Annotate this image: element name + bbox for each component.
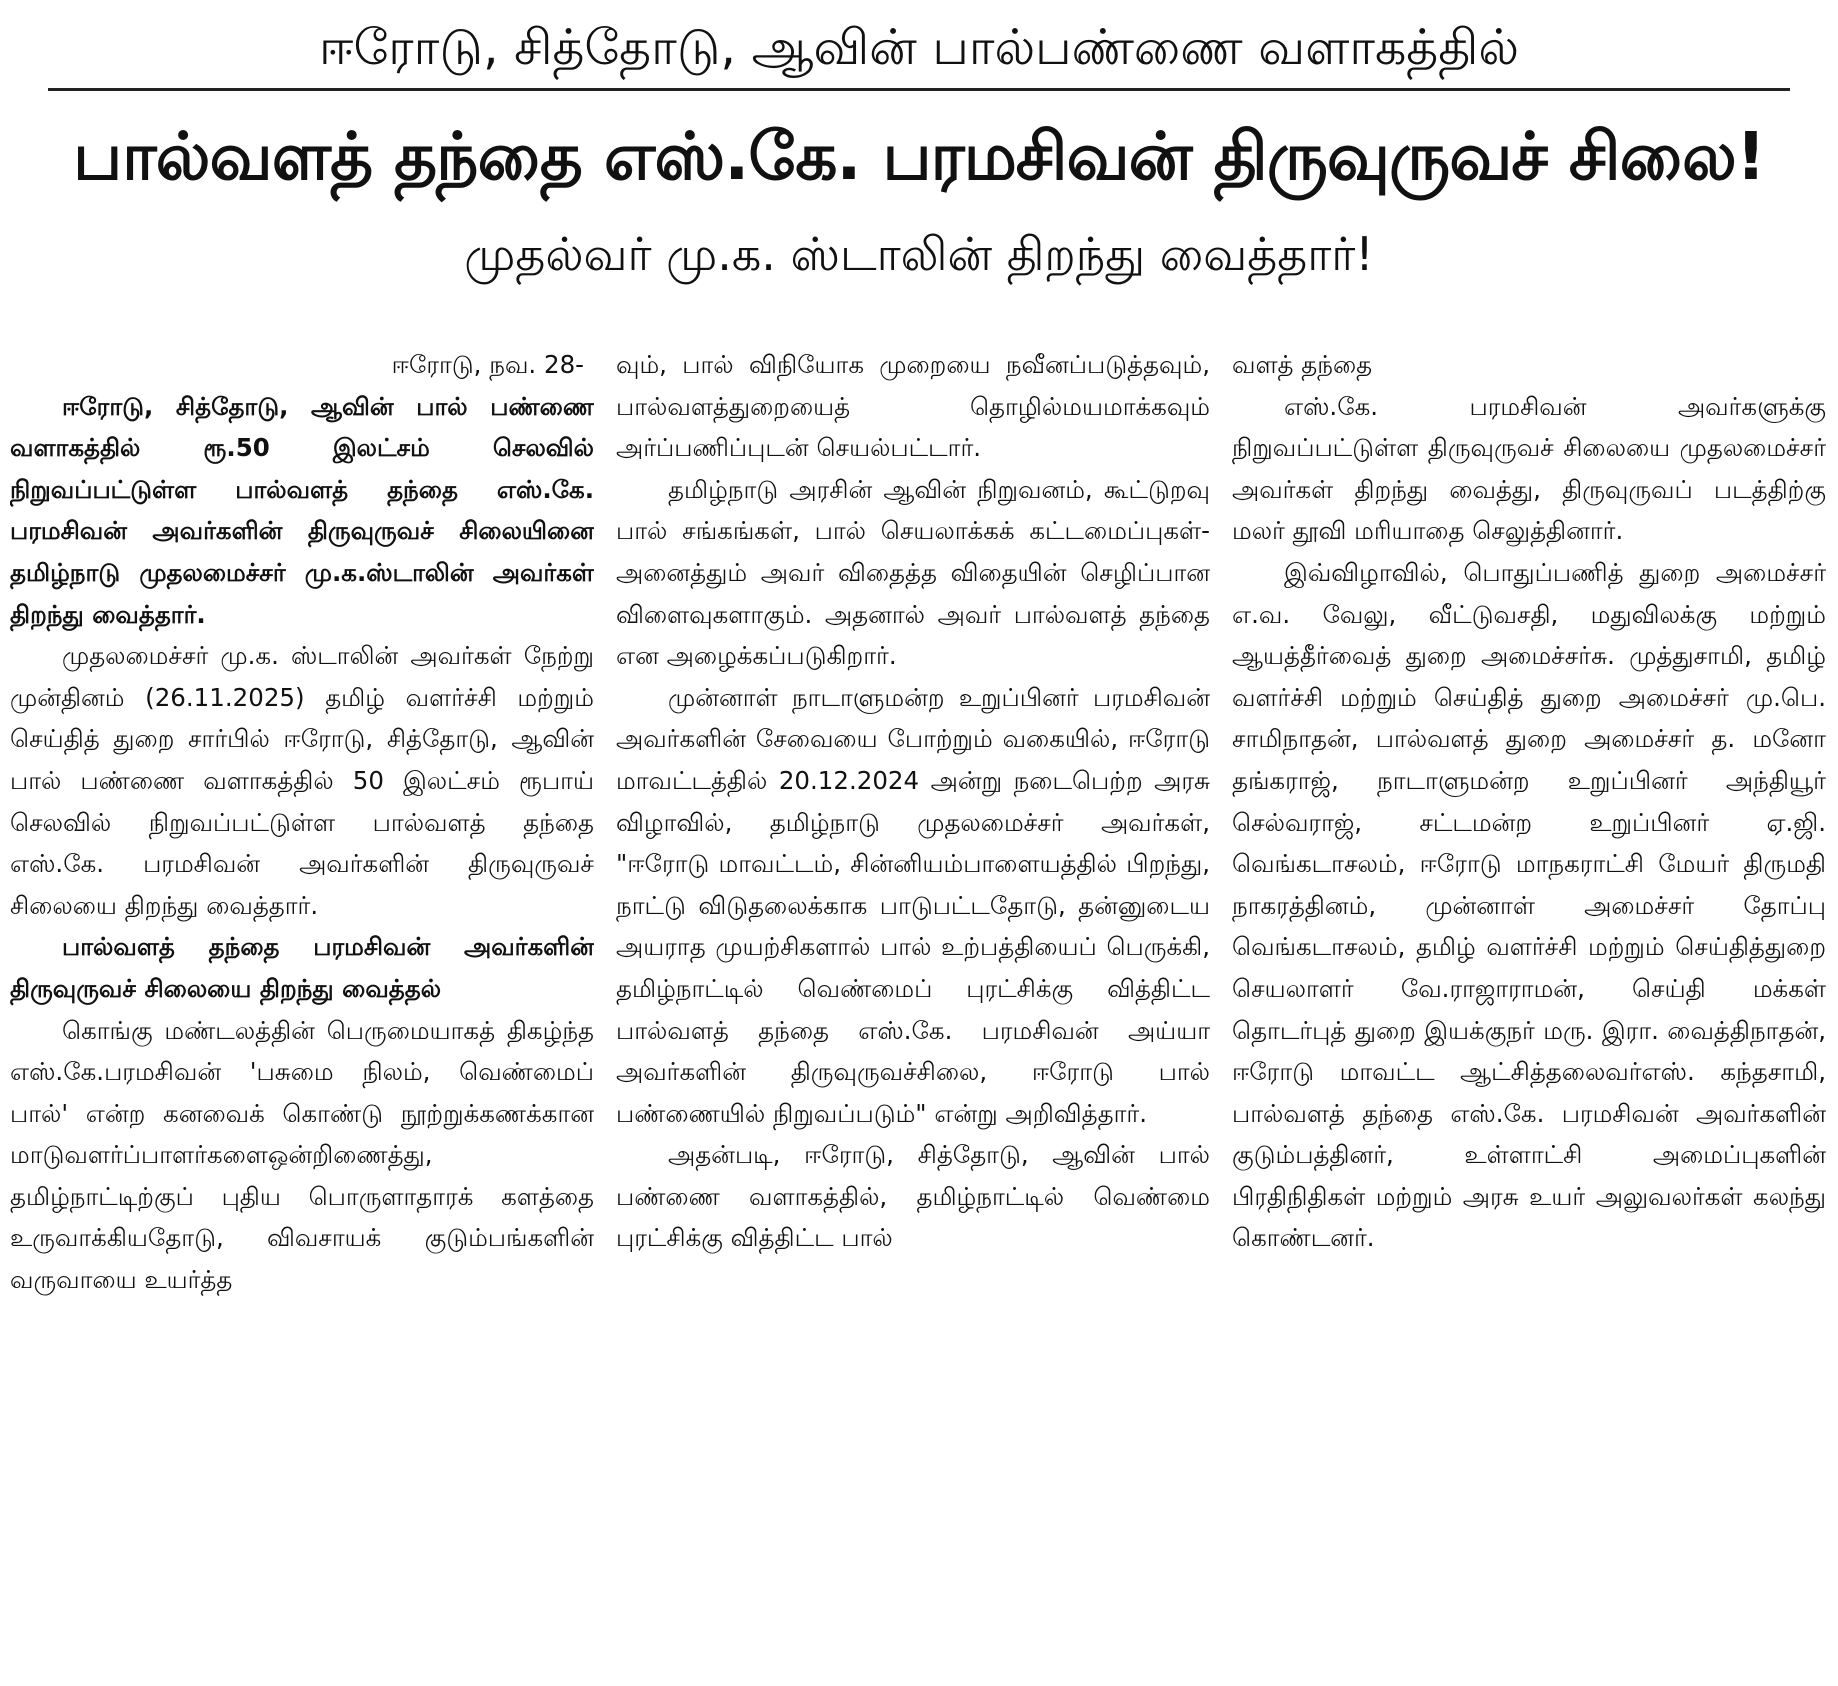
lead-paragraph: ஈரோடு, சித்தோடு, ஆவின் பால் பண்ணை வளாகத்தில் ரூ.50 இலட்சம் செலவில் நிறுவப்பட்டுள்ள பால்வளத் தந்தை எஸ்.கே. பரமசிவன் அவர்களின் திருவுருவச் சிலையினை தமிழ்நாடு முதலமைச்சர் மு.க.ஸ்டாலின் அவர்கள் திறந்து வைத்தார். bbox=[10, 391, 594, 629]
kicker-divider bbox=[48, 88, 1790, 91]
headline: பால்வளத் தந்தை எஸ்.கே. பரமசிவன் திருவுருவச் சிலை! bbox=[73, 118, 1765, 195]
paragraph: கொங்கு மண்டலத்தின் பெருமையாகத் திகழ்ந்த எஸ்.கே.பரமசிவன் 'பசுமை நிலம், வெண்மைப் பால்' என்ற கனவைக் கொண்டு நூற்றுக்கணக்கான மாடுவளர்ப்பாளர்களைஒன்றிணைத்து, தமிழ்நாட்டிற்குப் புதிய பொருளாதாரக் களத்தை உருவாக்கியதோடு, விவசாயக் குடும்பங்களின் வருவாயை உயர்த்த bbox=[10, 1015, 594, 1295]
column-2 bbox=[616, 344, 1210, 1674]
subheadline: முதல்வர் மு.க. ஸ்டாலின் திறந்து வைத்தார்! bbox=[464, 227, 1374, 281]
paragraph: தமிழ்நாடு அரசின் ஆவின் நிறுவனம், கூட்டுறவு பால் சங்கங்கள், பால் செயலாக்கக் கட்டமைப்புகள்-அனைத்தும் அவர் விதைத்த விதையின் செழிப்பான விளைவுகளாகும். அதனால் அவர் பால்வளத் தந்தை என அழைக்கப்படுகிறார். bbox=[616, 474, 1210, 671]
dateline: ஈரோடு, நவ. 28- bbox=[391, 350, 584, 379]
article-body bbox=[10, 344, 1828, 1674]
column-3 bbox=[1232, 344, 1826, 1674]
kicker-line: ஈரோடு, சித்தோடு, ஆவின் பால்பண்ணை வளாகத்தில் bbox=[318, 19, 1520, 76]
paragraph: வளத் தந்தை bbox=[1232, 350, 1373, 379]
paragraph: முன்னாள் நாடாளுமன்ற உறுப்பினர் பரமசிவன் அவர்களின் சேவையை போற்றும் வகையில், ஈரோடு மாவட்டத்தில் 20.12.2024 அன்று நடைபெற்ற அரசு விழாவில், தமிழ்நாடு முதலமைச்சர் அவர்கள், "ஈரோடு மாவட்டம், சின்னியம்பாளையத்தில் பிறந்து, நாட்டு விடுதலைக்காக பாடுபட்டதோடு, தன்னுடைய அயராத முயற்சிகளால் பால் உற்பத்தியைப் பெருக்கி, தமிழ்நாட்டில் வெண்மைப் புரட்சிக்கு வித்திட்ட பால்வளத் தந்தை எஸ்.கே. பரமசிவன் அய்யா அவர்களின் திருவுருவச்சிலை, ஈரோடு பால் பண்ணையில் நிறுவப்படும்" என்று அறிவித்தார். bbox=[616, 682, 1210, 1128]
paragraph: எஸ்.கே. பரமசிவன் அவர்களுக்கு நிறுவப்பட்டுள்ள திருவுருவச் சிலையை முதலமைச்சர் அவர்கள் திறந்து வைத்து, திருவுருவப் படத்திற்கு மலர் தூவி மரியாதை செலுத்தினார். bbox=[1232, 391, 1826, 546]
column-1 bbox=[10, 344, 594, 1674]
paragraph: வும், பால் விநியோக முறையை நவீனப்படுத்தவும், பால்வளத்துறையைத் தொழில்மயமாக்கவும் அர்ப்பணிப்புடன் செயல்பட்டார். bbox=[616, 350, 1210, 463]
paragraph: இவ்விழாவில், பொதுப்பணித் துறை அமைச்சர் எ.வ. வேலு, வீட்டுவசதி, மதுவிலக்கு மற்றும் ஆயத்தீர்வைத் துறை அமைச்சர்சு. முத்துசாமி, தமிழ் வளர்ச்சி மற்றும் செய்தித் துறை அமைச்சர் மு.பெ. சாமிநாதன், பால்வளத் துறை அமைச்சர் த. மனோ தங்கராஜ், நாடாளுமன்ற உறுப்பினர் அந்தியூர் செல்வராஜ், சட்டமன்ற உறுப்பினர் ஏ.ஜி. வெங்கடாசலம், ஈரோடு மாநகராட்சி மேயர் திருமதி நாகரத்தினம், முன்னாள் அமைச்சர் தோப்பு வெங்கடாசலம், தமிழ் வளர்ச்சி மற்றும் செய்தித்துறை செயலாளர் வே.ராஜாராமன், செய்தி மக்கள் தொடர்புத் துறை இயக்குநர் மரு. இரா. வைத்திநாதன், ஈரோடு மாவட்ட ஆட்சித்தலைவர்எஸ். கந்தசாமி, பால்வளத் தந்தை எஸ்.கே. பரமசிவன் அவர்களின் குடும்பத்தினர், உள்ளாட்சி அமைப்புகளின் பிரதிநிதிகள் மற்றும் அரசு உயர் அலுவலர்கள் கலந்து கொண்டனர். bbox=[1232, 557, 1826, 1253]
paragraph: அதன்படி, ஈரோடு, சித்தோடு, ஆவின் பால் பண்ணை வளாகத்தில், தமிழ்நாட்டில் வெண்மை புரட்சிக்கு வித்திட்ட பால் bbox=[616, 1140, 1210, 1253]
section-subtitle: பால்வளத் தந்தை பரமசிவன் அவர்களின் திருவுருவச் சிலையை திறந்து வைத்தல் bbox=[10, 932, 594, 1003]
paragraph: முதலமைச்சர் மு.க. ஸ்டாலின் அவர்கள் நேற்று முன்தினம் (26.11.2025) தமிழ் வளர்ச்சி மற்றும் செய்தித் துறை சார்பில் ஈரோடு, சித்தோடு, ஆவின் பால் பண்ணை வளாகத்தில் 50 இலட்சம் ரூபாய் செலவில் நிறுவப்பட்டுள்ள பால்வளத் தந்தை எஸ்.கே. பரமசிவன் அவர்களின் திருவுருவச் சிலையை திறந்து வைத்தார். bbox=[10, 641, 594, 920]
